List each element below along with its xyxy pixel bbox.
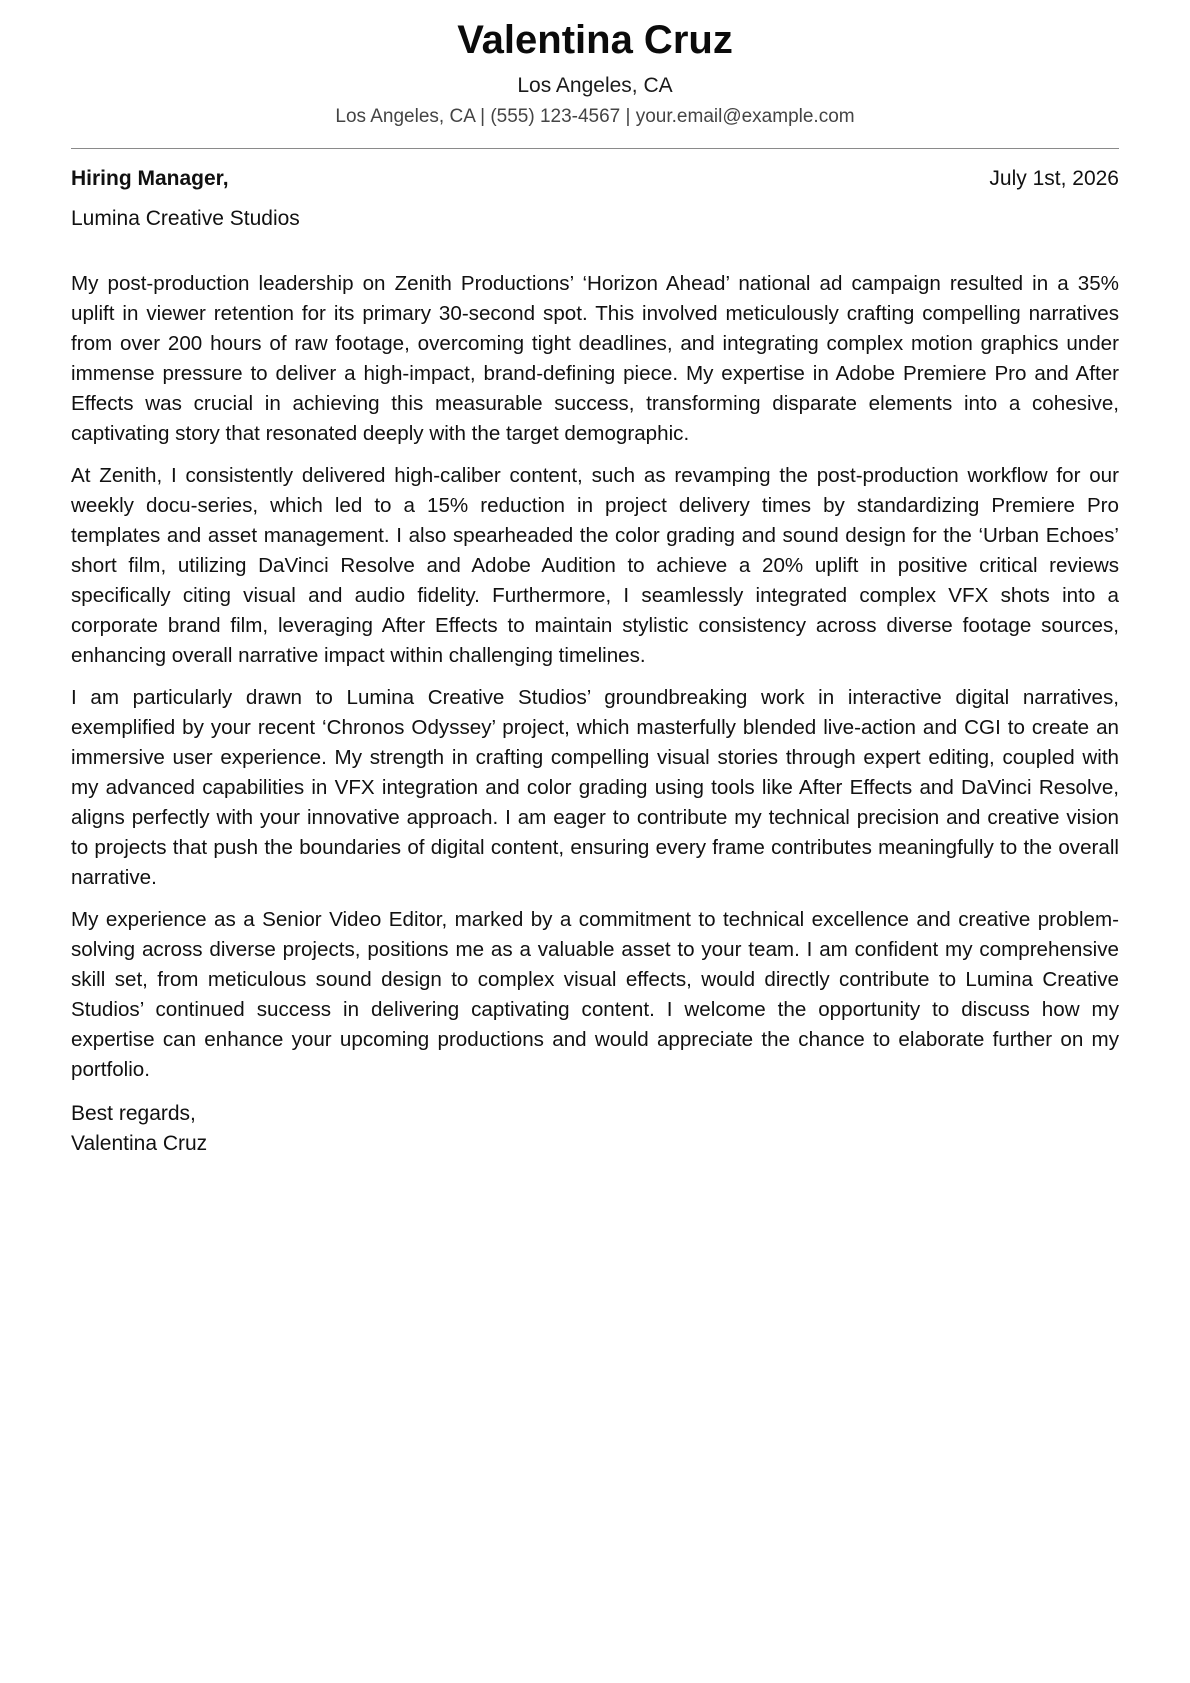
sender-contact-line: Los Angeles, CA | (555) 123-4567 | your.email@example.com [335,106,855,127]
letter-header [71,0,1119,130]
sender-city: Los Angeles, CA [517,74,673,97]
body-paragraph: My post-production leadership on Zenith Productions’ ‘Horizon Ahead’ national ad campaign resulted in a 35% uplift in viewer retention for its primary 30-second spot. This involved meticulously crafting compelling narratives from over 200 hours of raw footage, overcoming tight deadlines, and integrating complex motion graphics under immense pressure to deliver a high-impact, brand-defining piece. My expertise in Adobe Premiere Pro and After Effects was crucial in achieving this measurable success, transforming disparate elements into a cohesive, captivating story that resonated deeply with the target demographic. [71,272,1119,445]
sender-name: Valentina Cruz [457,18,733,62]
recipient-date-row [71,165,1119,193]
header-divider [71,148,1119,149]
body-paragraph: My experience as a Senior Video Editor, marked by a commitment to technical excellence and creative problem-solving across diverse projects, positions me as a valuable asset to your team. I am confident my comprehensive skill set, from meticulous sound design to complex visual effects, would directly contribute to Lumina Creative Studios’ continued success in delivering captivating content. I welcome the opportunity to discuss how my expertise can enhance your upcoming productions and would appreciate the chance to elaborate further on my portfolio. [71,908,1119,1081]
recipient-salutation: Hiring Manager, [71,167,229,190]
letter-date: July 1st, 2026 [989,167,1119,190]
closing-salutation: Best regards, [71,1102,196,1125]
closing-signature: Valentina Cruz [71,1132,208,1155]
body-paragraph: At Zenith, I consistently delivered high-caliber content, such as revamping the post-production workflow for our weekly docu-series, which led to a 15% reduction in project delivery times by standardizing Premiere Pro templates and asset management. I also spearheaded the color grading and sound design for the ‘Urban Echoes’ short film, utilizing DaVinci Resolve and Adobe Audition to achieve a 20% uplift in positive critical reviews specifically citing visual and audio fidelity. Furthermore, I seamlessly integrated complex VFX shots into a corporate brand film, leveraging After Effects to maintain stylistic consistency across diverse footage sources, enhancing overall narrative impact within challenging timelines. [71,464,1119,667]
letter-closing [71,1099,1119,1159]
body-paragraph: I am particularly drawn to Lumina Creative Studios’ groundbreaking work in interactive digital narratives, exemplified by your recent ‘Chronos Odyssey’ project, which masterfully blended live-action and CGI to create an immersive user experience. My strength in crafting compelling visual stories through expert editing, coupled with my advanced capabilities in VFX integration and color grading using tools like After Effects and DaVinci Resolve, aligns perfectly with your innovative approach. I am eager to contribute my technical precision and creative vision to projects that push the boundaries of digital content, ensuring every frame contributes meaningfully to the overall narrative. [71,686,1119,889]
recipient-company: Lumina Creative Studios [71,207,300,230]
letter-body [71,269,1119,1085]
